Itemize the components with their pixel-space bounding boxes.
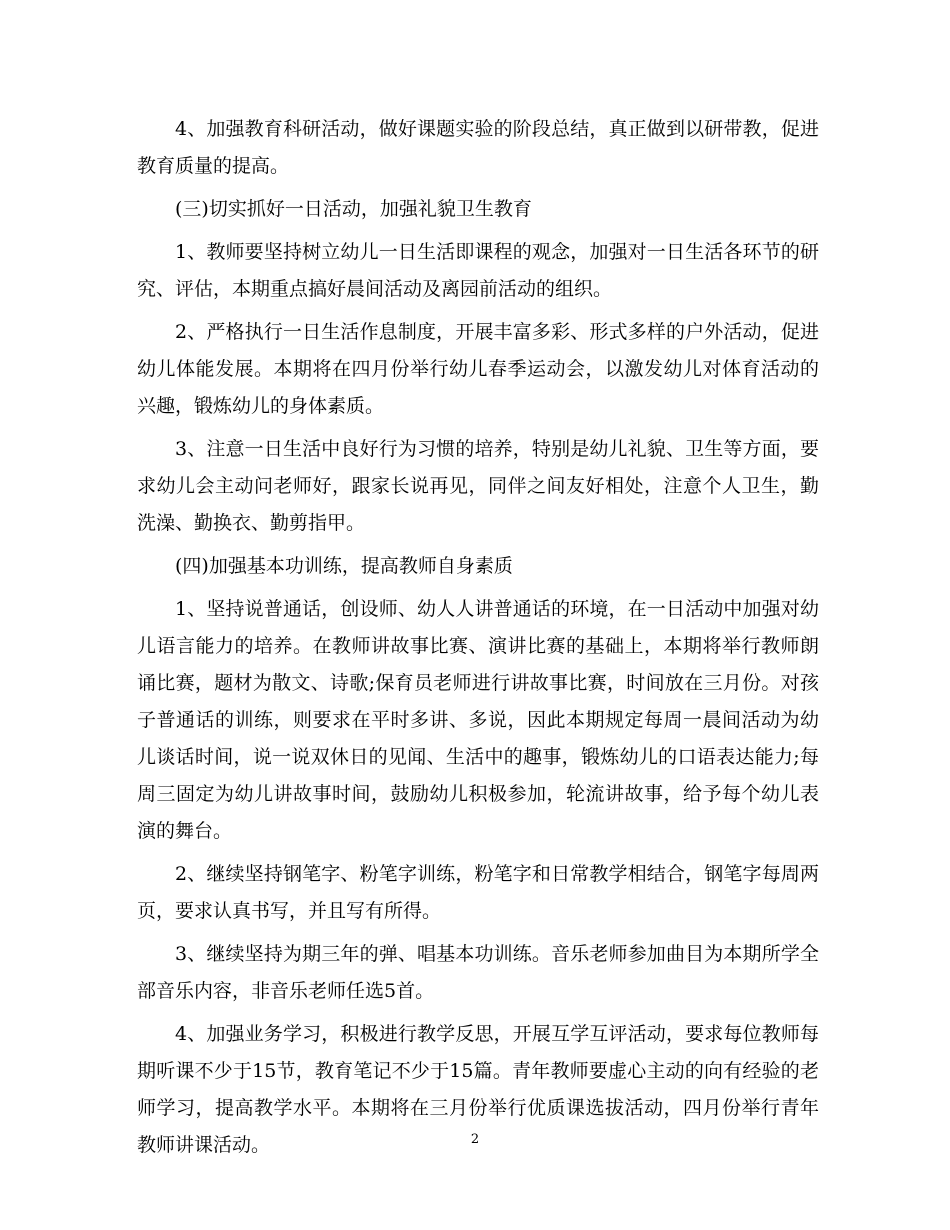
paragraph-research-activities: 4、加强教育科研活动，做好课题实验的阶段总结，真正做到以研带教，促进教育质量的提高。: [137, 118, 819, 177]
section-heading-basic-skills: (四)加强基本功训练，提高教师自身素质: [175, 555, 513, 577]
paragraph-professional-study: 4、加强业务学习，积极进行教学反思，开展互学互评活动，要求每位教师每期听课不少于15节，教育笔记不少于15篇。青年教师要虚心主动的向有经验的老师学习，提高教学水平。本期将在三月份举行优质课选拔活动，四月份举行青年教师讲课活动。: [137, 1023, 819, 1156]
page-body: [137, 111, 819, 1170]
section-heading-daily-activities: (三)切实抓好一日活动，加强礼貌卫生教育: [175, 198, 532, 220]
paragraph-mandarin-speaking: 1、坚持说普通话，创设师、幼人人讲普通话的环境，在一日活动中加强对幼儿语言能力的培养。在教师讲故事比赛、演讲比赛的基础上，本期将举行教师朗诵比赛，题材为散文、诗歌;保育员老师进行讲故事比赛，时间放在三月份。对孩子普通话的训练，则要求在平时多讲、多说，因此本期规定每周一晨间活动为幼儿谈话时间，说一说双休日的见闻、生活中的趣事，锻炼幼儿的口语表达能力;每周三固定为幼儿讲故事时间，鼓励幼儿积极参加，轮流讲故事，给予每个幼儿表演的舞台。: [137, 598, 819, 842]
paragraph-daily-life-curriculum: 1、教师要坚持树立幼儿一日生活即课程的观念，加强对一日生活各环节的研究、评估，本期重点搞好晨间活动及离园前活动的组织。: [137, 241, 819, 300]
paragraph-good-habits: 3、注意一日生活中良好行为习惯的培养，特别是幼儿礼貌、卫生等方面，要求幼儿会主动问老师好，跟家长说再见，同伴之间友好相处，注意个人卫生，勤洗澡、勤换衣、勤剪指甲。: [137, 438, 819, 534]
paragraph-music-skills: 3、继续坚持为期三年的弹、唱基本功训练。音乐老师参加曲目为本期所学全部音乐内容，非音乐老师任选5首。: [137, 943, 819, 1002]
paragraph-calligraphy-training: 2、继续坚持钢笔字、粉笔字训练，粉笔字和日常教学相结合，钢笔字每周两页，要求认真书写，并且写有所得。: [137, 863, 819, 922]
page-number: 2: [470, 1132, 480, 1147]
paragraph-daily-schedule: 2、严格执行一日生活作息制度，开展丰富多彩、形式多样的户外活动，促进幼儿体能发展。本期将在四月份举行幼儿春季运动会，以激发幼儿对体育活动的兴趣，锻炼幼儿的身体素质。: [137, 321, 819, 417]
